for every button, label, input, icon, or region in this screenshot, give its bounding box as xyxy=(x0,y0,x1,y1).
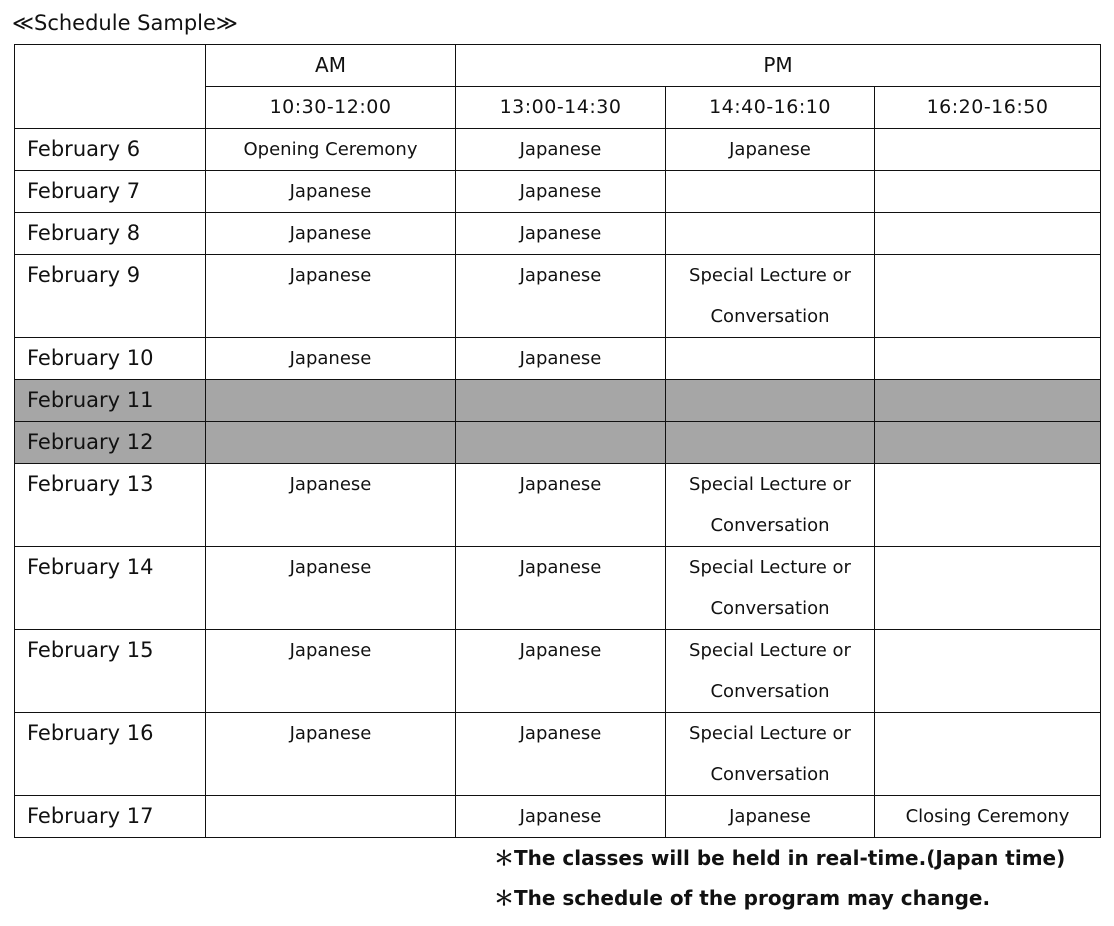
date-cell: February 14 xyxy=(15,547,206,630)
session-cell: Japanese xyxy=(206,464,456,547)
header-corner-cell xyxy=(15,45,206,129)
table-row xyxy=(15,464,1101,547)
table-row xyxy=(15,713,1101,796)
session-cell: Japanese xyxy=(206,255,456,338)
header-pm: PM xyxy=(456,45,1101,87)
session-cell xyxy=(206,422,456,464)
session-cell: Japanese xyxy=(666,129,875,171)
session-cell: Special Lecture or Conversation xyxy=(666,713,875,796)
footnote-realtime: ＊The classes will be held in real-time.(Japan time) xyxy=(494,846,1066,870)
session-cell: Japanese xyxy=(456,171,666,213)
session-cell: Japanese xyxy=(456,338,666,380)
table-row-holiday xyxy=(15,422,1101,464)
session-cell: Special Lecture or Conversation xyxy=(666,464,875,547)
table-row xyxy=(15,171,1101,213)
session-cell xyxy=(875,630,1101,713)
date-cell: February 13 xyxy=(15,464,206,547)
session-cell: Japanese xyxy=(456,796,666,838)
date-cell: February 6 xyxy=(15,129,206,171)
header-time-slot: 10:30-12:00 xyxy=(206,87,456,129)
session-cell: Japanese xyxy=(456,630,666,713)
date-cell: February 17 xyxy=(15,796,206,838)
header-am: AM xyxy=(206,45,456,87)
date-cell: February 15 xyxy=(15,630,206,713)
session-cell: Japanese xyxy=(206,630,456,713)
session-cell: Japanese xyxy=(206,213,456,255)
session-cell: Japanese xyxy=(456,547,666,630)
schedule-table xyxy=(14,44,1101,838)
table-row xyxy=(15,796,1101,838)
session-cell xyxy=(206,380,456,422)
session-cell: Closing Ceremony xyxy=(875,796,1101,838)
date-cell: February 9 xyxy=(15,255,206,338)
session-cell xyxy=(456,380,666,422)
table-row xyxy=(15,255,1101,338)
session-cell: Japanese xyxy=(456,255,666,338)
header-time-slot: 16:20-16:50 xyxy=(875,87,1101,129)
session-cell: Special Lecture or Conversation xyxy=(666,547,875,630)
session-cell xyxy=(875,171,1101,213)
session-cell xyxy=(666,338,875,380)
session-cell: Japanese xyxy=(456,713,666,796)
date-cell: February 12 xyxy=(15,422,206,464)
session-cell xyxy=(875,213,1101,255)
session-cell xyxy=(875,129,1101,171)
header-time-slot: 14:40-16:10 xyxy=(666,87,875,129)
table-row xyxy=(15,547,1101,630)
session-cell xyxy=(875,380,1101,422)
session-cell: Japanese xyxy=(206,338,456,380)
session-cell xyxy=(666,380,875,422)
session-cell xyxy=(666,213,875,255)
footnotes xyxy=(494,838,1065,918)
session-cell: Japanese xyxy=(456,129,666,171)
session-cell: Japanese xyxy=(666,796,875,838)
session-cell xyxy=(875,713,1101,796)
session-cell: Japanese xyxy=(206,171,456,213)
date-cell: February 11 xyxy=(15,380,206,422)
session-cell xyxy=(875,338,1101,380)
table-row-holiday xyxy=(15,380,1101,422)
table-row xyxy=(15,338,1101,380)
header-row-period xyxy=(15,45,1101,87)
session-cell: Japanese xyxy=(456,213,666,255)
session-cell xyxy=(666,422,875,464)
session-cell: Opening Ceremony xyxy=(206,129,456,171)
header-time-slot: 13:00-14:30 xyxy=(456,87,666,129)
date-cell: February 16 xyxy=(15,713,206,796)
table-row xyxy=(15,213,1101,255)
session-cell xyxy=(666,171,875,213)
session-cell: Special Lecture or Conversation xyxy=(666,255,875,338)
session-cell: Japanese xyxy=(206,547,456,630)
session-cell xyxy=(456,422,666,464)
date-cell: February 10 xyxy=(15,338,206,380)
session-cell xyxy=(875,547,1101,630)
session-cell xyxy=(206,796,456,838)
session-cell: Japanese xyxy=(456,464,666,547)
date-cell: February 7 xyxy=(15,171,206,213)
session-cell: Special Lecture or Conversation xyxy=(666,630,875,713)
session-cell xyxy=(875,422,1101,464)
session-cell: Japanese xyxy=(206,713,456,796)
date-cell: February 8 xyxy=(15,213,206,255)
session-cell xyxy=(875,464,1101,547)
table-row xyxy=(15,129,1101,171)
session-cell xyxy=(875,255,1101,338)
table-row xyxy=(15,630,1101,713)
page-title: ≪Schedule Sample≫ xyxy=(12,11,238,35)
footnote-schedule-change: ＊The schedule of the program may change. xyxy=(494,886,991,910)
